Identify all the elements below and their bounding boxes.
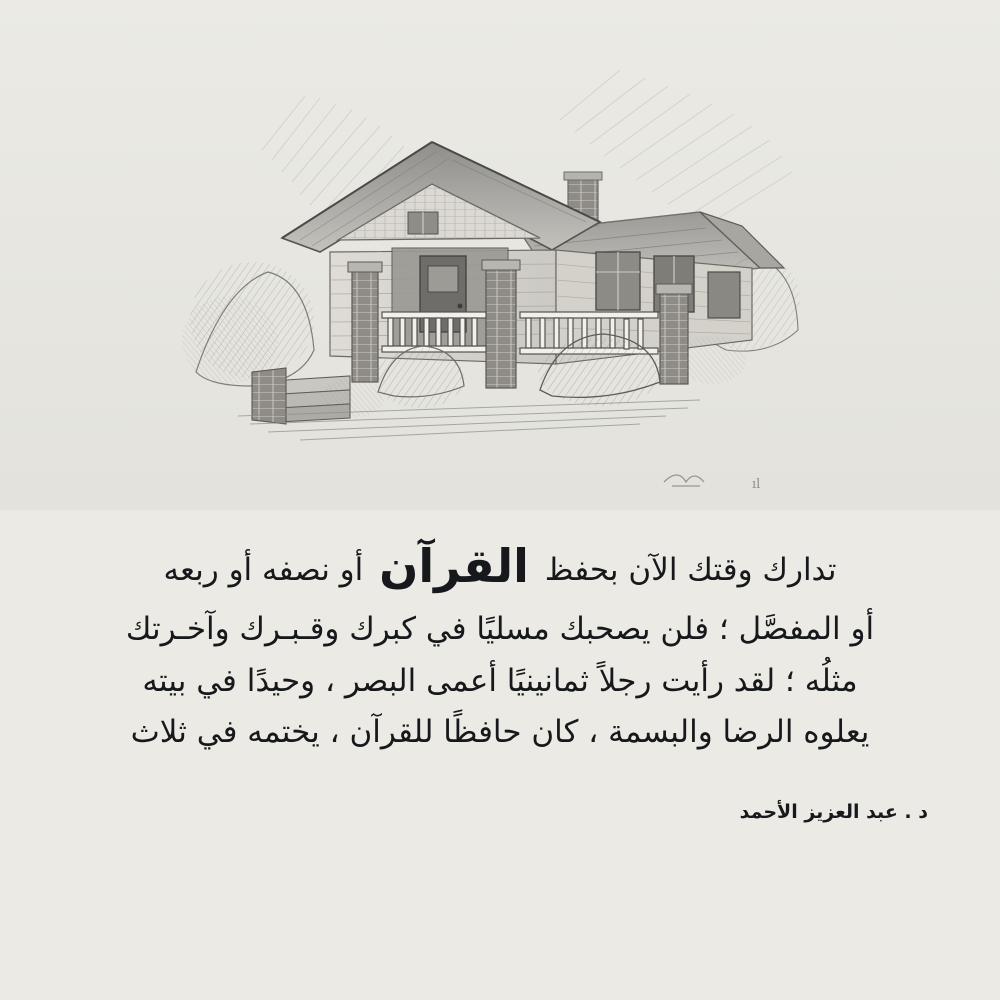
poem-line-3: مثلُه ؛ لقد رأيت رجلاً ثمانينيًا أعمى البصر ، وحيدًا في بيته bbox=[142, 662, 858, 699]
author-attribution bbox=[60, 801, 940, 823]
sketch-mark: ıl bbox=[752, 477, 761, 492]
poem-block bbox=[60, 528, 940, 759]
author-name: د . عبد العزيز الأحمد bbox=[739, 800, 928, 823]
poem-line-1-before: تدارك وقتك الآن بحفظ bbox=[544, 552, 837, 588]
poem-line-4: يعلوه الرضا والبسمة ، كان حافظًا للقرآن ، يختمه في ثلاث bbox=[130, 714, 870, 751]
poem-highlight-word: القرآن bbox=[379, 539, 529, 593]
poem-line-1 bbox=[60, 528, 940, 604]
poem-line-1-after: أو نصفه أو ربعه bbox=[163, 552, 364, 588]
poem-line-2: أو المفصَّل ؛ فلن يصحبك مسليًا في كبرك وقـبـرك وآخـرتك bbox=[125, 611, 875, 648]
